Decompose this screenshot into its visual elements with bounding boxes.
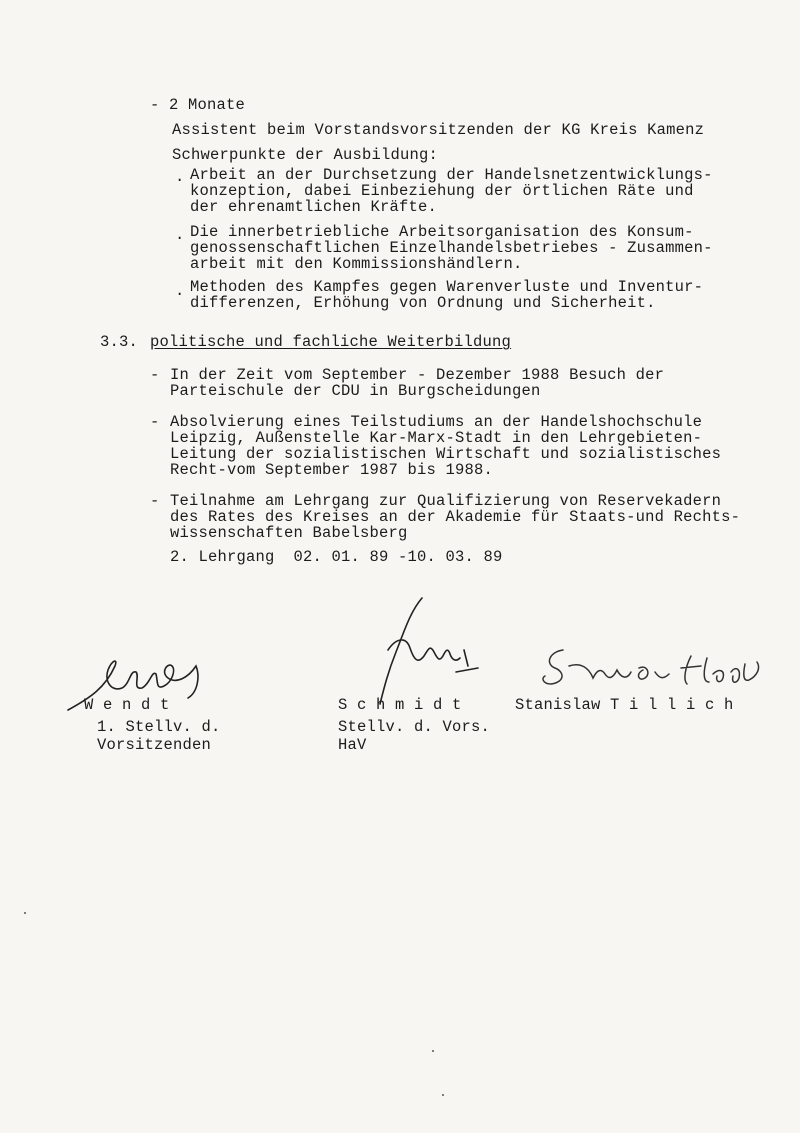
focus-item-line: der ehrenamtlichen Kräfte. — [190, 198, 438, 216]
dash-marker: - — [150, 413, 160, 431]
section-title: politische und fachliche Weiterbildung — [150, 333, 512, 351]
dash-marker: - — [150, 492, 160, 510]
training-item-line: des Rates des Kreises an der Akademie für Staats-und Rechts- — [170, 508, 741, 526]
signatory-role: Stellv. d. Vors. — [338, 718, 491, 736]
signatory-role: 1. Stellv. d. — [97, 718, 221, 736]
training-item-line: wissenschaften Babelsberg — [170, 524, 408, 542]
signatory-name: Stanislaw T i l l i c h — [515, 696, 734, 714]
bullet-marker: . — [175, 282, 185, 300]
signatory-name: S c h m i d t — [338, 696, 462, 714]
scan-speck — [432, 1050, 434, 1052]
bullet-marker: . — [175, 226, 185, 244]
training-item-line: Parteischule der CDU in Burgscheidungen — [170, 382, 541, 400]
focus-item-line: arbeit mit den Kommissionshändlern. — [190, 255, 523, 273]
dash-marker: - — [150, 366, 160, 384]
signatory-role: Vorsitzenden — [97, 736, 212, 754]
signatory-role: HaV — [338, 736, 367, 754]
training-item-line: Leitung der sozialistischen Wirtschaft und sozialistisches — [170, 445, 722, 463]
scan-speck — [442, 1094, 444, 1096]
signatory-name: W e n d t — [84, 696, 170, 714]
training-item-line: In der Zeit vom September - Dezember 1988 Besuch der — [170, 366, 665, 384]
scan-speck — [24, 912, 26, 914]
training-item-line: Recht-vom September 1987 bis 1988. — [170, 461, 494, 479]
focus-item-line: differenzen, Erhöhung von Ordnung und Sicherheit. — [190, 294, 656, 312]
course-line: 2. Lehrgang 02. 01. 89 -10. 03. 89 — [170, 548, 503, 566]
training-item-line: Leipzig, Außenstelle Kar-Marx-Stadt in den Lehrgebieten- — [170, 429, 703, 447]
focus-item-line: genossenschaftlichen Einzelhandelsbetriebes - Zusammen- — [190, 239, 713, 257]
bullet-marker: . — [175, 168, 185, 186]
focus-item-line: Methoden des Kampfes gegen Warenverluste und Inventur- — [190, 278, 704, 296]
signature-tillich — [535, 638, 775, 703]
training-item-line: Absolvierung eines Teilstudiums an der Handelshochschule — [170, 413, 703, 431]
focus-item-line: Die innerbetriebliche Arbeitsorganisation des Konsum- — [190, 223, 694, 241]
section-number: 3.3. — [100, 333, 139, 351]
focus-item-line: konzeption, dabei Einbeziehung der örtlichen Räte und — [190, 182, 694, 200]
assistant-line: Assistent beim Vorstandsvorsitzenden der KG Kreis Kamenz — [172, 121, 705, 139]
training-item-line: Teilnahme am Lehrgang zur Qualifizierung von Reservekadern — [170, 492, 722, 510]
duration-line: - 2 Monate — [150, 96, 246, 114]
focus-heading: Schwerpunkte der Ausbildung: — [172, 146, 439, 164]
focus-item-line: Arbeit an der Durchsetzung der Handelsnetzentwicklungs- — [190, 166, 713, 184]
